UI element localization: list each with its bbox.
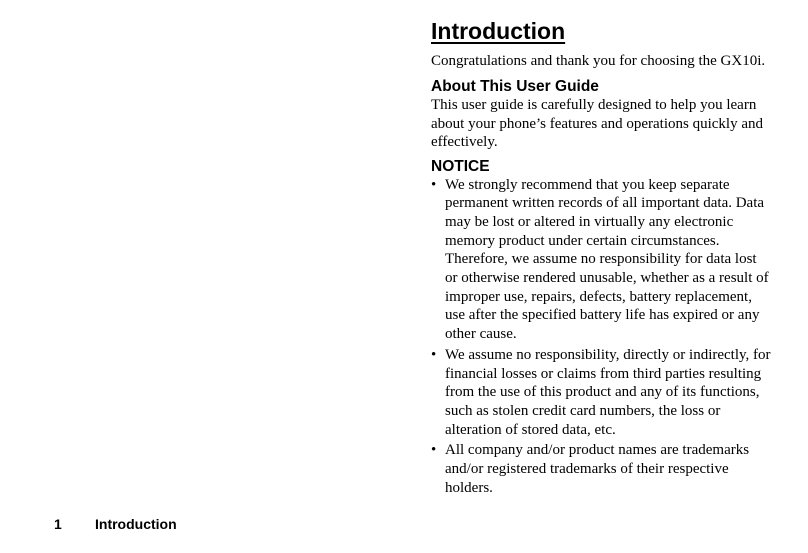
about-text: This user guide is carefully designed to help you learn about your phone’s features and operations quickly and effectively. — [431, 97, 763, 150]
bullet-icon: • — [431, 176, 437, 193]
notice-item — [431, 346, 771, 440]
page-number: 1 — [54, 516, 62, 532]
notice-item-text: We strongly recommend that you keep separate permanent written records of all important data. Data may be lost or altered in virtually any electronic memory product under certain circumstances. Therefore, we assume no responsibility for data lost or otherwise rendered unusable, whether as a result of improper use, repairs, defects, battery replacement, use after the specified battery life has expired or any other cause. — [445, 176, 769, 343]
page-footer — [54, 516, 177, 532]
notice-item-text: All company and/or product names are trademarks and/or registered trademarks of their respective holders. — [445, 442, 750, 496]
bullet-icon: • — [431, 346, 437, 363]
bullet-icon: • — [431, 442, 437, 459]
notice-item — [431, 176, 771, 344]
notice-heading: NOTICE — [431, 157, 490, 175]
page-title: Introduction — [431, 18, 566, 44]
about-heading: About This User Guide — [431, 78, 599, 95]
notice-list — [431, 176, 771, 498]
notice-item-text: We assume no responsibility, directly or indirectly, for financial losses or claims from third parties resulting from the use of this product and any of its functions, such as stolen credit card numbers, the loss or alteration of stored data, etc. — [445, 346, 771, 438]
footer-section-label: Introduction — [95, 516, 177, 532]
notice-item — [431, 441, 771, 497]
intro-text: Congratulations and thank you for choosing the GX10i. — [431, 53, 766, 69]
content-column — [431, 14, 771, 499]
